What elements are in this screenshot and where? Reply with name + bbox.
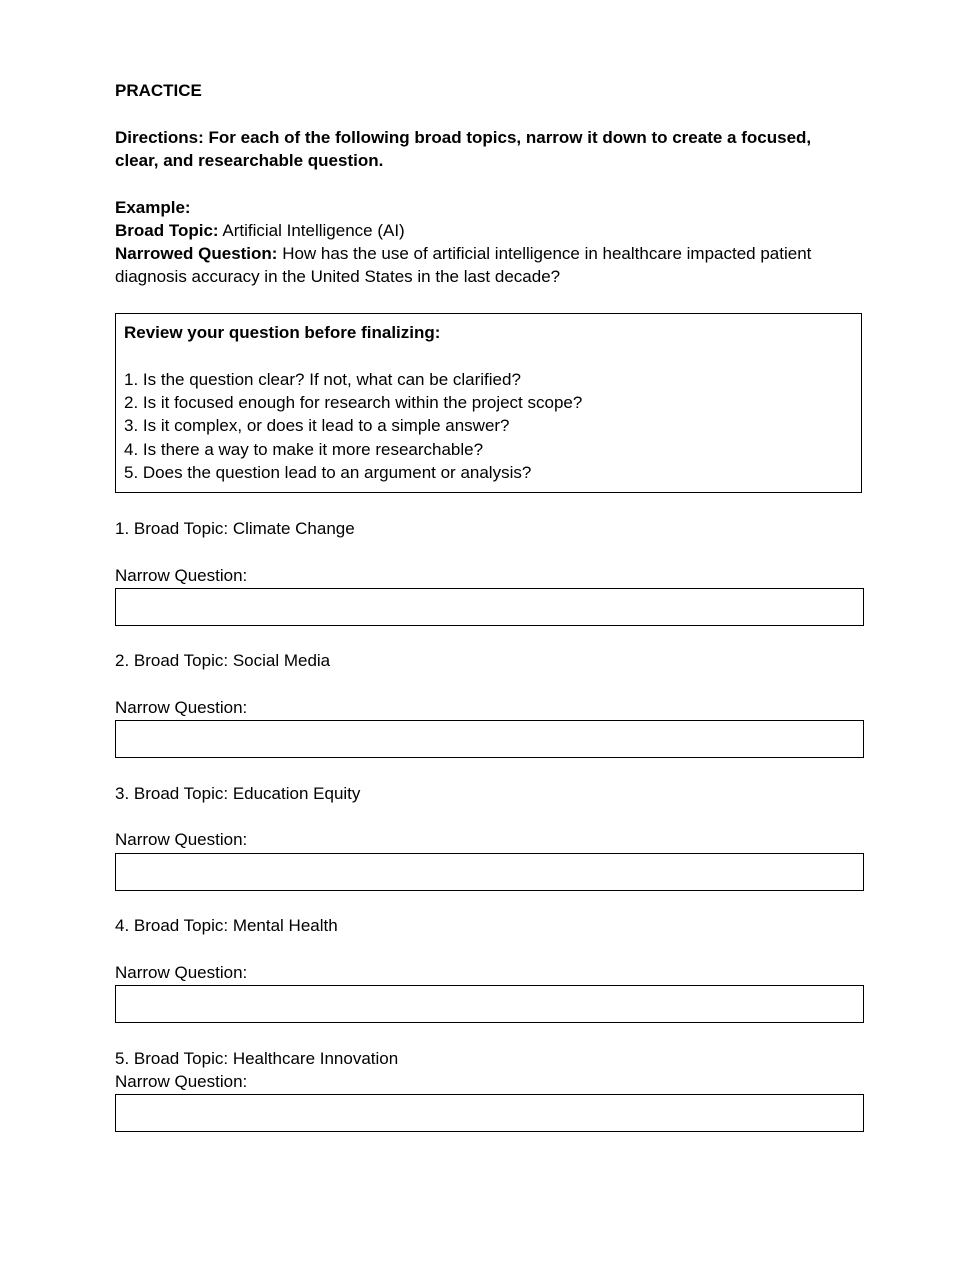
topic-3-answer-field[interactable] [115,853,864,891]
topic-4-label: 4. Broad Topic: Mental Health [115,916,338,935]
page-title: PRACTICE [115,81,202,100]
review-item: 1. Is the question clear? If not, what can be clarified? [124,370,521,389]
topic-4-prompt: Narrow Question: [115,963,248,982]
review-item: 4. Is there a way to make it more researchable? [124,440,484,459]
topic-2-label: 2. Broad Topic: Social Media [115,651,331,670]
topic-3-label: 3. Broad Topic: Education Equity [115,784,361,803]
example-broad-topic [115,219,405,242]
review-item: 2. Is it focused enough for research within the project scope? [124,393,583,412]
example-narrowed-question-label: Narrowed Question: [115,244,278,263]
example-narrowed-question-value: How has the use of artificial intelligence in healthcare impacted patient [277,244,812,263]
example-broad-topic-label: Broad Topic: [115,221,219,240]
directions-line-1: Directions: For each of the following broad topics, narrow it down to create a focused, [115,128,812,147]
review-title: Review your question before finalizing: [124,323,441,342]
topic-5-label: 5. Broad Topic: Healthcare Innovation [115,1049,399,1068]
directions-line-2: clear, and researchable question. [115,151,384,170]
topic-5-prompt: Narrow Question: [115,1072,248,1091]
topic-2-answer-field[interactable] [115,720,864,758]
topic-4-answer-field[interactable] [115,985,864,1023]
topic-5-answer-field[interactable] [115,1094,864,1132]
topic-1-prompt: Narrow Question: [115,566,248,585]
topic-2-prompt: Narrow Question: [115,698,248,717]
example-narrowed-question-continued: diagnosis accuracy in the United States in the last decade? [115,267,561,286]
example-narrowed-question [115,242,811,265]
topic-3-prompt: Narrow Question: [115,830,248,849]
topic-1-answer-field[interactable] [115,588,864,626]
example-broad-topic-value: Artificial Intelligence (AI) [218,221,405,240]
topic-1-label: 1. Broad Topic: Climate Change [115,519,355,538]
example-label: Example: [115,198,191,217]
review-item: 5. Does the question lead to an argument or analysis? [124,463,532,482]
review-item: 3. Is it complex, or does it lead to a simple answer? [124,416,510,435]
